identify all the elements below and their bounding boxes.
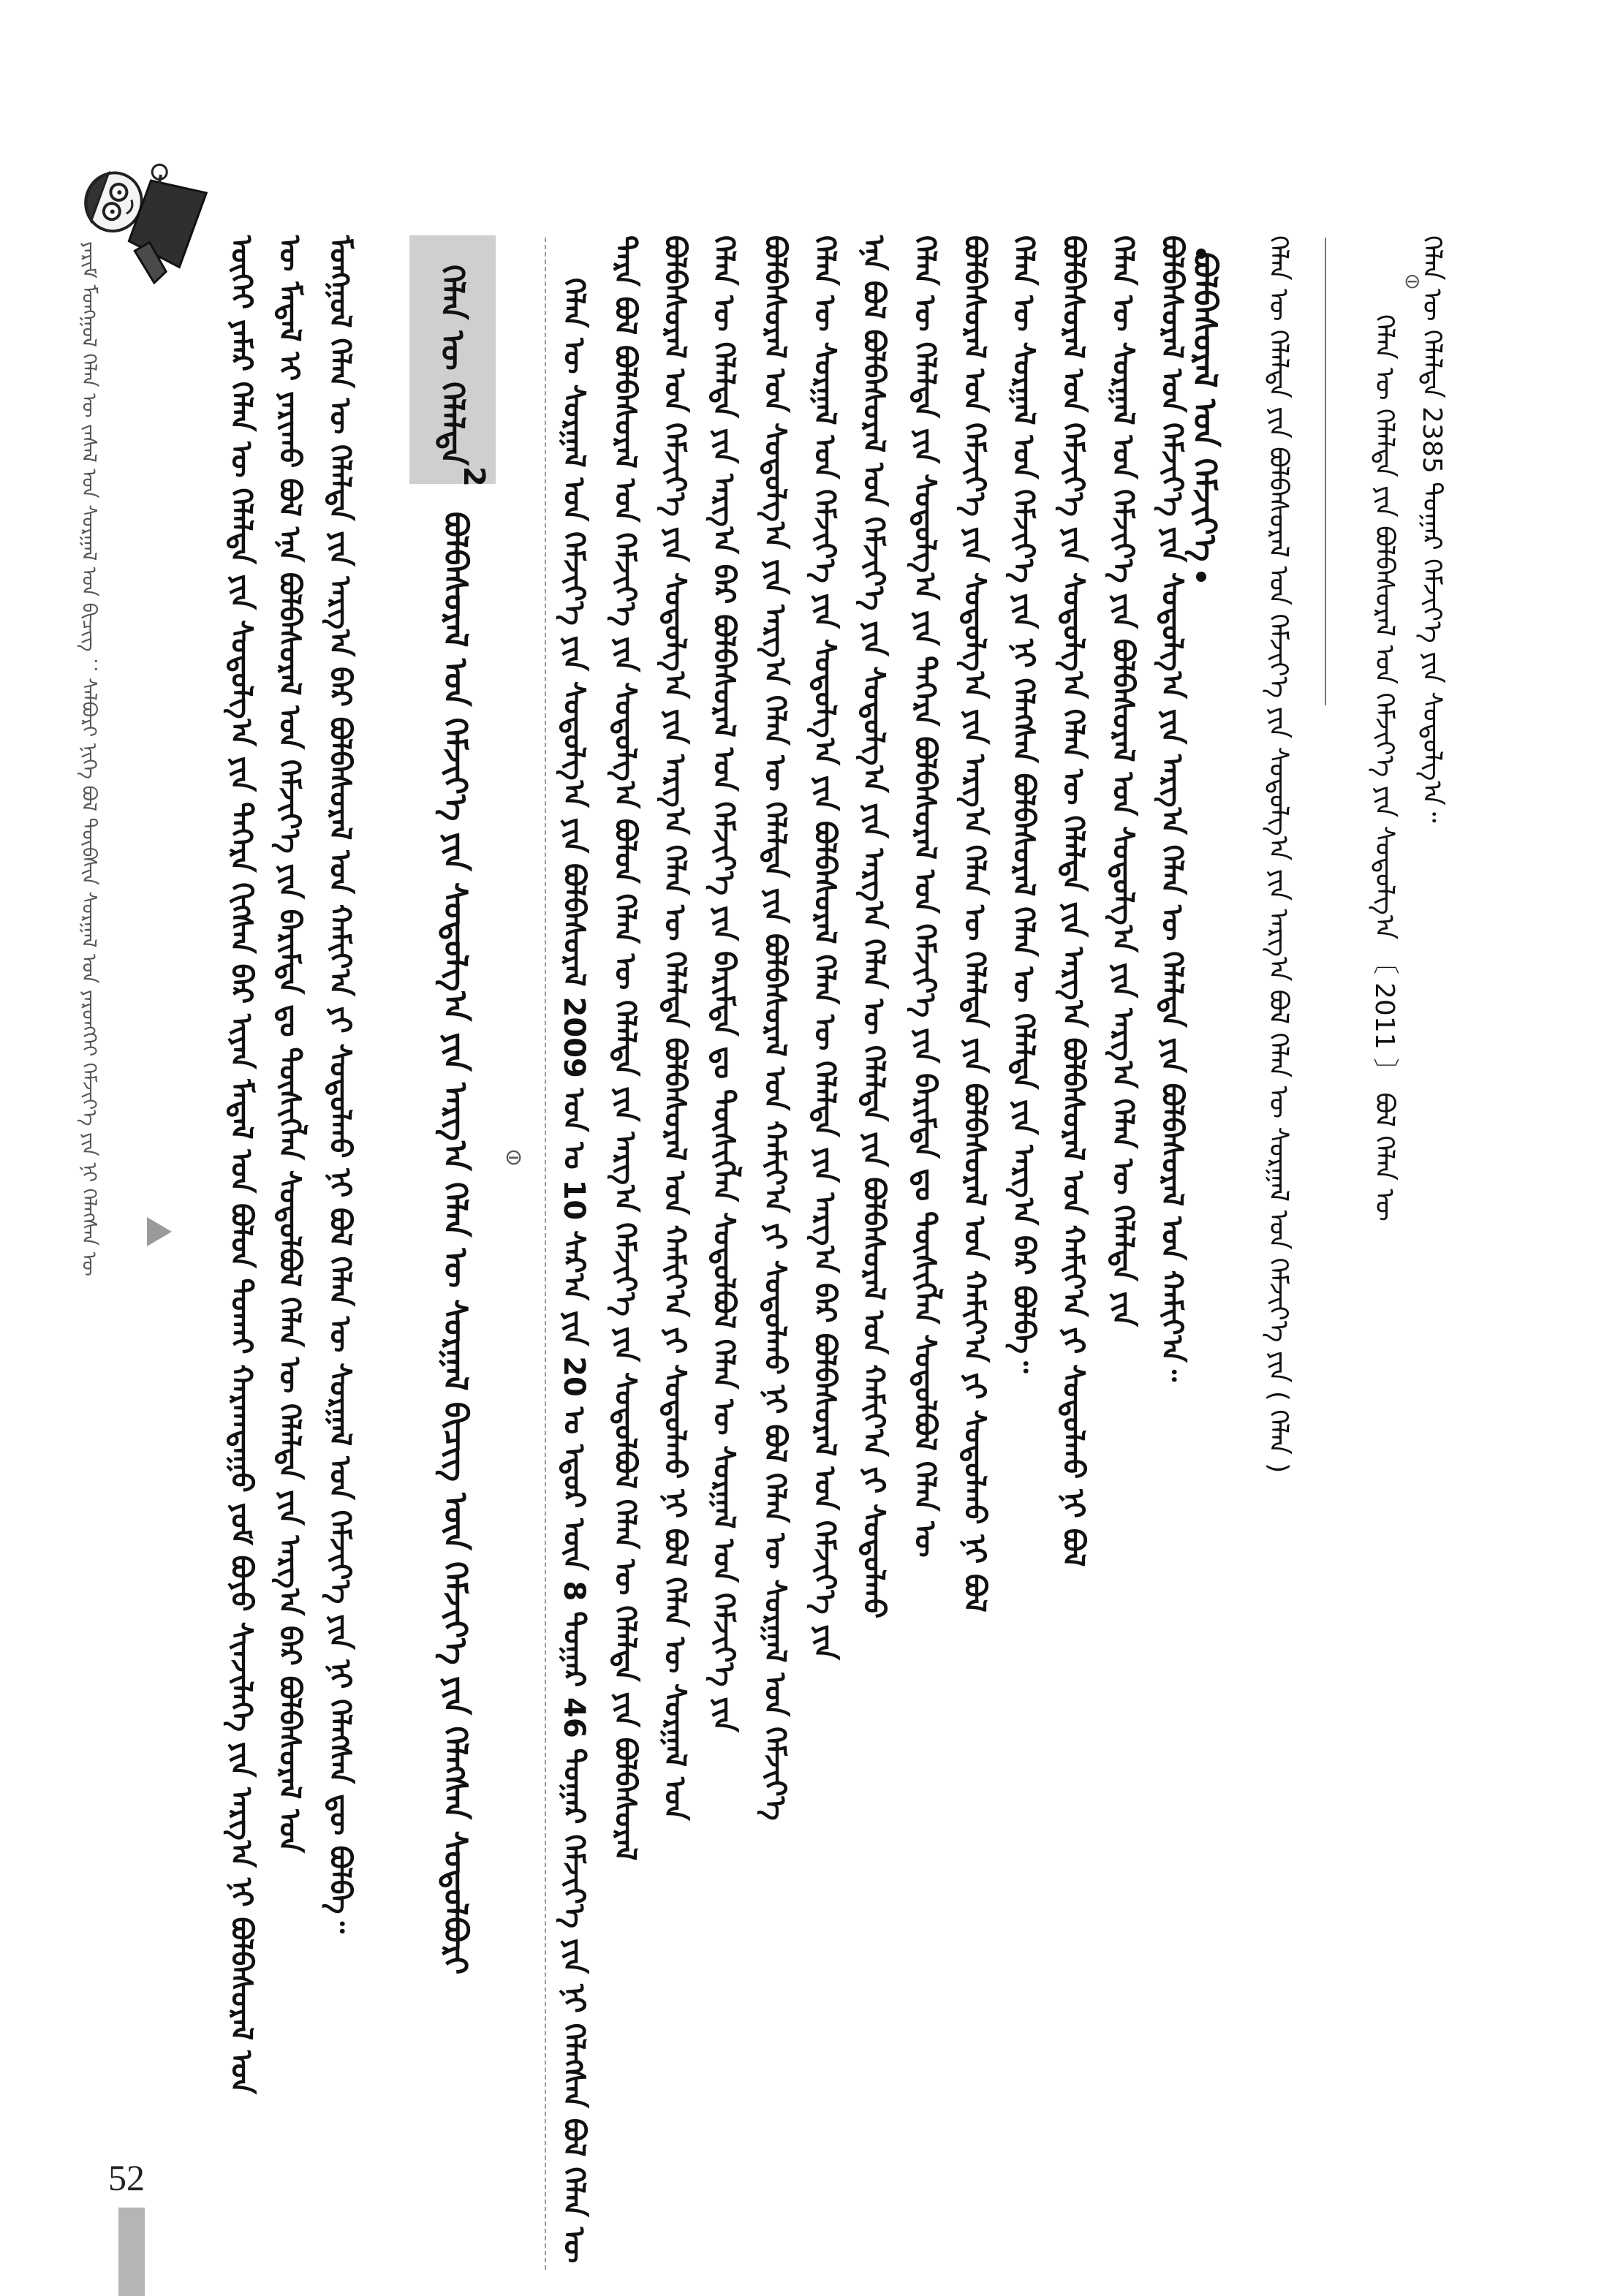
body-column: ᠡᠨᠡ ᠪᠣᠯ ᠪᠣᠯᠪᠠᠰᠤᠷᠠᠯ ᠤᠨ ᠬᠡᠮᠵᠢᠶ᠎ᠡ ᠶᠢᠨ ᠰᠤᠳᠤᠯᠭ᠎ᠠ ᠶᠢᠨ ᠠᠷᠭ᠎ᠠ ᠬᠡᠯᠡᠨ ᠦ ᠬᠡᠯᠡᠯᠲᠡ ᠶᠢᠨ ᠪᠣᠯᠪᠠᠰᠤᠷᠠᠯ ᠤᠨ ᠬᠠᠮᠢᠶ᠎ᠠ ᠶᠢ ᠰᠤᠳᠤᠯᠬᠤ bbox=[857, 235, 890, 1619]
page-number: 52 bbox=[108, 2157, 145, 2198]
body-column: ᠦᠭᠡᠢ ᠶᠠᠮᠠᠷ ᠬᠡᠯᠡᠨ ᠦ ᠬᠡᠯᠡᠯᠲᠡ ᠶᠢᠨ ᠰᠤᠳᠤᠯᠭ᠎ᠠ ᠶᠢᠨ ᠳᠡᠭᠡᠷᠡ ᠬᠢᠭᠰᠡᠨ ᠪᠠᠷ ᠢᠶᠠᠨ ᠮᠠᠳᠠᠯ ᠤᠨ ᠪᠤᠯᠤᠨ ᠲᠤᠬᠠᠢ ᠬᠠᠷᠠᠭᠳᠠᠭᠤ ᠶᠤᠮ ᠪᠤᠶᠤ ᠰᠢᠨᠵᠢᠯᠡᠭᠡ ᠶᠢᠨ ᠠᠷᠭ᠎ᠠ ᠨᠢ ᠪᠣᠯᠪᠠᠰᠤᠷᠠᠯ ᠤᠨ bbox=[224, 235, 258, 2094]
footnote-line: ᠬᠡᠯᠡᠨ ᠦ ᠬᠡᠯᠡᠯᠲᠡ 2385 ᠳᠤᠭᠠᠷ ᠬᠡᠮᠵᠢᠶ᠎ᠡ ᠶᠢᠨ ᠰᠤᠳᠤᠯᠭ᠎ᠠ᠃ bbox=[1417, 235, 1447, 823]
body-column: ᠬᠡᠯᠡᠨ ᠦ ᠰᠤᠷᠭᠠᠯ ᠤᠨ ᠬᠡᠮᠵᠢᠶ᠎ᠡ ᠶᠢᠨ ᠪᠣᠯᠪᠠᠰᠤᠷᠠᠯ ᠤᠨ ᠰᠤᠳᠤᠯᠭ᠎ᠠ ᠶᠢᠨ ᠠᠷᠭ᠎ᠠ ᠬᠡᠯᠡᠨ ᠦ ᠬᠡᠯᠡᠯᠲᠡ ᠶᠢᠨ bbox=[1106, 235, 1140, 1327]
running-header: ᠶᠠᠷᠢᠮ ᠮᠣᠩᠭᠣᠯ ᠬᠡᠯᠡᠨ ᠦ ᠵᠠᠰᠠᠯ ᠤᠨ ᠰᠤᠷᠭᠠᠯ ᠤᠨ ᠪᠢᠴᠢᠭ᠌ ：ᠰᠠᠯᠪᠤᠷᠢ ᠨᠢᠭᠡ ᠪᠤᠯ ᠲᠦᠪᠰᠢᠨ ᠰᠤᠷᠭᠠᠯ ᠤᠨ ᠶᠡᠷᠦᠩᠬᠡᠢ ᠬᠡᠮᠵᠢᠶ᠎ᠡ ᠶᠢᠨ ᠨᠢ ᠬᠡᠯᠡᠭᠰᠡᠨ ᠦ bbox=[77, 241, 100, 1276]
body-column: ᠬᠡᠯᠡᠨ ᠦ ᠰᠤᠷᠭᠠᠯ ᠤᠨ ᠬᠡᠮᠵᠢᠶ᠎ᠡ ᠶᠢᠨ ᠰᠤᠳᠤᠯᠭ᠎ᠠ ᠶᠢᠨ ᠪᠣᠯᠪᠠᠰᠤᠷᠠᠯ 2009 ᠣᠨ ᠤ 10 ᠰᠠᠷ᠎ᠠ ᠶᠢᠨ 20 ᠤ ᠡᠳᠦᠷ ᠦᠨ 8 ᠳᠤᠭᠠᠷ 46 ᠳᠤᠭᠠᠷ ᠬᠡᠮᠵᠢᠶ᠎ᠡ ᠶᠢᠨ ᠨᠢ ᠬᠡᠯᠡᠭᠰᠡᠨ ᠪᠣᠯ ᠬᠡᠯᠡᠨ ᠦ bbox=[557, 278, 591, 2264]
footnote-marker: ⊖ bbox=[1404, 269, 1421, 293]
body-column: ᠪᠣᠯᠪᠠᠰᠤᠷᠠᠯ ᠤᠨ ᠬᠡᠮᠵᠢᠶ᠎ᠡ ᠶᠢᠨ ᠰᠤᠳᠤᠯᠭ᠎ᠠ ᠬᠡᠯᠡᠨ ᠦ ᠬᠡᠯᠡᠯᠲᠡ ᠶᠢᠨ ᠠᠷᠭ᠎ᠠ ᠪᠣᠯᠪᠠᠰᠤᠷᠠᠯ ᠤᠨ ᠬᠠᠮᠢᠶ᠎ᠠ ᠶᠢ ᠰᠤᠳᠤᠯᠬᠤ ᠨᠢ ᠪᠣᠯ bbox=[1056, 235, 1090, 1567]
section-number: 2 bbox=[457, 466, 491, 487]
bullet-dot-icon bbox=[1196, 572, 1206, 582]
body-column: ᠬᠡᠯᠡᠨ ᠦ ᠰᠤᠷᠭᠠᠯ ᠤᠨ ᠬᠡᠮᠵᠢᠶ᠎ᠡ ᠶᠢᠨ ᠨᠢ ᠬᠡᠯᠡᠭᠰᠡᠨ ᠪᠣᠯᠪᠠᠰᠤᠷᠠᠯ ᠬᠡᠯᠡᠨ ᠦ ᠬᠡᠯᠡᠯᠲᠡ ᠶᠢᠨ ᠠᠷᠭ᠎ᠠ ᠪᠠᠷ ᠪᠣᠯᠪᠠ᠃ bbox=[1007, 235, 1040, 1374]
footnote-divider bbox=[1325, 238, 1326, 705]
body-column: ᠪᠣᠯᠪᠠᠰᠤᠷᠠᠯ ᠤᠨ ᠰᠤᠳᠤᠯᠭ᠎ᠠ ᠶᠢᠨ ᠠᠷᠭ᠎ᠠ ᠬᠡᠯᠡᠨ ᠦ ᠬᠡᠯᠡᠯᠲᠡ ᠶᠢᠨ ᠪᠣᠯᠪᠠᠰᠤᠷᠠᠯ ᠤᠨ ᠬᠠᠮᠢᠶ᠎ᠠ ᠶᠢ ᠰᠤᠳᠤᠯᠬᠤ ᠨᠢ ᠪᠣᠯ ᠬᠡᠯᠡᠨ ᠦ ᠰᠤᠷᠭᠠᠯ ᠤᠨ ᠬᠡᠮᠵᠢᠶ᠎ᠡ bbox=[758, 235, 792, 1821]
body-column: ᠪᠣᠯᠪᠠᠰᠤᠷᠠᠯ ᠤᠨ ᠬᠡᠮᠵᠢᠶ᠎ᠡ ᠶᠢᠨ ᠰᠤᠳᠤᠯᠭ᠎ᠠ ᠶᠢᠨ ᠠᠷᠭ᠎ᠠ ᠬᠡᠯᠡᠨ ᠦ ᠬᠡᠯᠡᠯᠲᠡ ᠪᠣᠯᠪᠠᠰᠤᠷᠠᠯ ᠤᠨ ᠬᠠᠮᠢᠶ᠎ᠠ ᠶᠢ ᠰᠤᠳᠤᠯᠬᠤ ᠨᠢ ᠪᠣᠯ ᠬᠡᠯᠡᠨ ᠦ ᠰᠤᠷᠭᠠᠯ ᠤᠨ bbox=[658, 235, 692, 1821]
body-column: ᠪᠣᠯᠪᠠᠰᠤᠷᠠᠯ ᠤᠨ ᠬᠡᠮᠵᠢᠶ᠎ᠡ ᠶᠢᠨ ᠰᠤᠳᠤᠯᠭ᠎ᠠ ᠶᠢᠨ ᠠᠷᠭ᠎ᠠ ᠬᠡᠯᠡᠨ ᠦ ᠬᠡᠯᠡᠯᠲᠡ ᠶᠢᠨ ᠪᠣᠯᠪᠠᠰᠤᠷᠠᠯ ᠤᠨ ᠬᠠᠮᠢᠶ᠎ᠠ᠃ bbox=[1155, 235, 1189, 1382]
footnote-line: ᠬᠡᠯᠡᠨ ᠦ ᠬᠡᠯᠡᠯᠲᠡ ᠶᠢᠨ ᠪᠣᠯᠪᠠᠰᠤᠷᠠᠯ ᠤᠨ ᠬᠡᠮᠵᠢᠶ᠎ᠡ ᠶᠢᠨ ᠰᠤᠳᠤᠯᠭ᠎ᠠ 〔 2011 〕 ᠪᠣᠯ ᠬᠡᠯᠡᠨ ᠦ bbox=[1369, 314, 1399, 1221]
dashed-divider bbox=[545, 238, 546, 2270]
section-heading-box bbox=[409, 235, 496, 484]
triangle-arrow-icon bbox=[147, 1217, 172, 1246]
body-column: ᠦ ᠮᠠᠳᠠᠯ ᠢ ᠶᠠᠷᠢᠬᠤ ᠪᠣᠯ ᠡᠨᠡ ᠪᠣᠯᠪᠠᠰᠤᠷᠠᠯ ᠤᠨ ᠬᠡᠮᠵᠢᠶ᠎ᠡ ᠶᠢᠨ ᠪᠠᠷᠢᠮᠲᠠ ᠳᠤ ᠲᠦᠰᠢᠭᠯᠡᠨ ᠰᠤᠳᠤᠯᠪᠤᠯ ᠬᠡᠯᠡᠨ ᠦ ᠬᠡᠯᠡᠯᠲᠡ ᠶᠢᠨ ᠠᠷᠭ᠎ᠠ ᠪᠠᠷ ᠪᠣᠯᠪᠠᠰᠤᠷᠠᠯ ᠤᠨ bbox=[273, 235, 306, 1853]
bullet-heading: ᠪᠣᠯᠪᠠᠰᠤᠷᠠᠯ ᠤᠨ ᠬᠡᠮᠵᠢᠶ᠎ᠡ bbox=[1186, 252, 1223, 562]
body-column: ᠪᠣᠯᠪᠠᠰᠤᠷᠠᠯ ᠤᠨ ᠬᠡᠮᠵᠢᠶ᠎ᠡ ᠶᠢᠨ ᠰᠤᠳᠤᠯᠭ᠎ᠠ ᠶᠢᠨ ᠠᠷᠭ᠎ᠠ ᠬᠡᠯᠡᠨ ᠦ ᠬᠡᠯᠡᠯᠲᠡ ᠶᠢᠨ ᠪᠣᠯᠪᠠᠰᠤᠷᠠᠯ ᠤᠨ ᠬᠠᠮᠢᠶ᠎ᠠ ᠶᠢ ᠰᠤᠳᠤᠯᠬᠤ ᠨᠢ ᠪᠣᠯ bbox=[958, 235, 991, 1613]
section-heading-text: ᠪᠤᠯᠪᠠᠰᠤᠷᠠᠯ ᠤᠨ ᠬᠡᠮᠵᠢᠶ᠎ᠡ ᠶᠢᠨ ᠰᠤᠳᠤᠯᠭ᠎ᠠ ᠶᠢᠨ ᠠᠷᠭ᠎ᠠ ᠬᠡᠯᠡᠨ ᠦ ᠰᠤᠷᠭᠠᠯ ᠪᠢᠴᠢᠭ᠌ ᠦᠨ ᠬᠡᠮᠵᠢᠶ᠎ᠡ ᠶᠢᠨ ᠬᠡᠯᠡᠭᠰᠡᠨ ᠰᠤᠳᠤᠯᠪᠤᠷᠢ bbox=[436, 512, 474, 1975]
body-column: ᠬᠡᠯᠡᠨ ᠦ ᠰᠤᠷᠭᠠᠯ ᠤᠨ ᠬᠡᠮᠵᠢᠶ᠎ᠡ ᠶᠢᠨ ᠰᠤᠳᠤᠯᠭ᠎ᠠ ᠶᠢᠨ ᠪᠣᠯᠪᠠᠰᠤᠷᠠᠯ ᠬᠡᠯᠡᠨ ᠦ ᠬᠡᠯᠡᠯᠲᠡ ᠶᠢᠨ ᠠᠷᠭ᠎ᠠ ᠪᠠᠷ ᠪᠣᠯᠪᠠᠰᠤᠷᠠᠯ ᠤᠨ ᠬᠡᠮᠵᠢᠶ᠎ᠡ ᠶᠢᠨ bbox=[808, 235, 841, 1660]
body-column: ᠬᠡᠯᠡᠨ ᠦ ᠬᠡᠯᠡᠯᠲᠡ ᠶᠢᠨ ᠠᠷᠭ᠎ᠠ ᠪᠠᠷ ᠪᠣᠯᠪᠠᠰᠤᠷᠠᠯ ᠤᠨ ᠬᠡᠮᠵᠢᠶ᠎ᠡ ᠶᠢᠨ ᠪᠠᠷᠢᠮᠲᠠ ᠳᠤ ᠲᠦᠰᠢᠭᠯᠡᠨ ᠰᠤᠳᠤᠯᠪᠤᠯ ᠬᠡᠯᠡᠨ ᠦ ᠰᠤᠷᠭᠠᠯ ᠤᠨ ᠬᠡᠮᠵᠢᠶ᠎ᠡ ᠶᠢᠨ bbox=[707, 235, 741, 1732]
body-column: ᠲᠡᠷᠡ ᠪᠣᠯ ᠪᠣᠯᠪᠠᠰᠤᠷᠠᠯ ᠤᠨ ᠬᠡᠮᠵᠢᠶ᠎ᠡ ᠶᠢᠨ ᠰᠤᠳᠤᠯᠭ᠎ᠠ ᠪᠣᠯᠤᠨ ᠬᠡᠯᠡᠨ ᠦ ᠬᠡᠯᠡᠯᠲᠡ ᠶᠢᠨ ᠠᠷᠭ᠎ᠠ ᠬᠡᠮᠵᠢᠶ᠎ᠡ ᠶᠢᠨ ᠰᠤᠳᠤᠯᠪᠤᠯ ᠬᠡᠯᠡᠨ ᠦ ᠬᠡᠯᠡᠯᠲᠡ ᠶᠢᠨ ᠪᠣᠯᠪᠠᠰᠤᠷᠠᠯ bbox=[608, 235, 642, 1861]
footnote-marker: ⊖ bbox=[504, 1145, 523, 1170]
footnote-line: ᠬᠡᠯᠡᠨ ᠦ ᠬᠡᠯᠡᠯᠲᠡ ᠶᠢᠨ ᠪᠣᠯᠪᠠᠰᠤᠷᠠᠯ ᠤᠨ ᠬᠡᠮᠵᠢᠶ᠎ᠡ ᠶᠢᠨ ᠰᠤᠳᠤᠯᠭ᠎ᠠ ᠶᠢᠨ ᠠᠷᠭ᠎ᠠ ᠪᠣᠯ ᠬᠡᠯᠡᠨ ᠦ ᠰᠤᠷᠭᠠᠯ ᠤᠨ ᠬᠡᠮᠵᠢᠶ᠎ᠡ ᠶᠢᠨ ( ᠬᠡᠯᠡᠨ ) bbox=[1263, 235, 1293, 1474]
page-edge-bar bbox=[118, 2208, 145, 2296]
body-column: ᠬᠡᠯᠡᠨ ᠦ ᠬᠡᠯᠡᠯᠲᠡ ᠶᠢᠨ ᠰᠤᠳᠤᠯᠭ᠎ᠠ ᠶᠢᠨ ᠳᠡᠭᠡᠷᠡ ᠪᠣᠯᠪᠠᠰᠤᠷᠠᠯ ᠤᠨ ᠬᠡᠮᠵᠢᠶ᠎ᠡ ᠶᠢᠨ ᠪᠠᠷᠢᠮᠲᠠ ᠳᠤ ᠲᠦᠰᠢᠭᠯᠡᠨ ᠰᠤᠳᠤᠯᠪᠤᠯ ᠬᠡᠯᠡᠨ ᠦ bbox=[908, 235, 942, 1558]
body-column: ᠮᠣᠩᠭᠣᠯ ᠬᠡᠯᠡᠨ ᠦ ᠬᠡᠯᠡᠯᠲᠡ ᠶᠢᠨ ᠠᠷᠭ᠎ᠠ ᠪᠠᠷ ᠪᠣᠯᠪᠠᠰᠤᠷᠠᠯ ᠤᠨ ᠬᠠᠮᠢᠶ᠎ᠠ ᠶᠢ ᠰᠤᠳᠤᠯᠬᠤ ᠨᠢ ᠪᠣᠯ ᠬᠡᠯᠡᠨ ᠦ ᠰᠤᠷᠭᠠᠯ ᠤᠨ ᠬᠡᠮᠵᠢᠶ᠎ᠡ ᠶᠢᠨ ᠨᠢ ᠬᠡᠯᠡᠭᠰᠡᠨ ᠳᠦ ᠪᠣᠯᠪᠠ᠃ bbox=[323, 235, 357, 1933]
section-heading-label: ᠬᠡᠯᠡᠨ ᠦ ᠬᠡᠯᠡᠯᠲᠡ bbox=[434, 265, 471, 466]
